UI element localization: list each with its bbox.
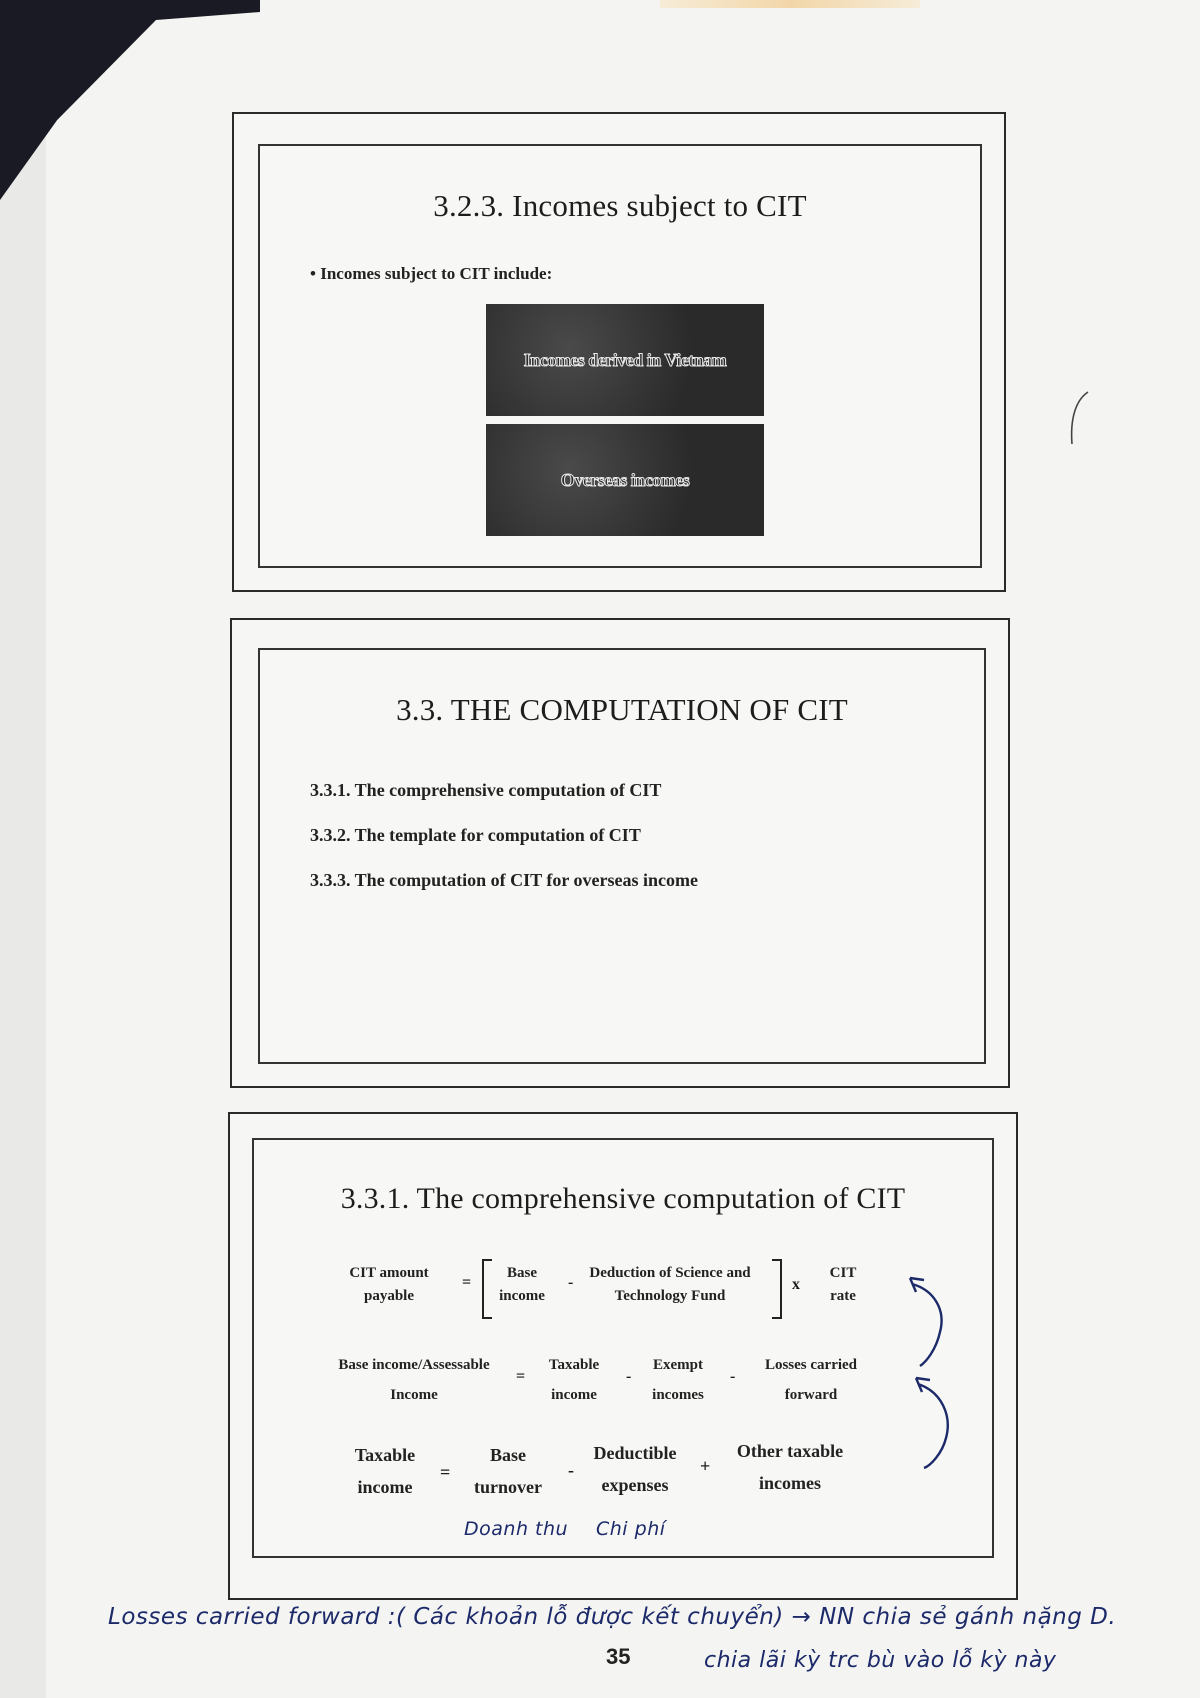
f1-cit-rate: CIT rate xyxy=(829,1265,857,1305)
slide-1-bullet: • Incomes subject to CIT include: xyxy=(310,264,553,283)
f3-plus: + xyxy=(700,1456,711,1476)
f1-equals: = xyxy=(462,1274,472,1291)
margin-mark-icon xyxy=(1060,388,1100,468)
f1-right-bracket xyxy=(770,1258,784,1320)
handwritten-arrows-icon xyxy=(900,1270,980,1470)
f1-times: x xyxy=(792,1276,800,1293)
f1-deduction-fund: Deduction of Science and Technology Fund xyxy=(589,1265,751,1305)
f2-base-income: Base income/Assessable Income xyxy=(338,1357,490,1403)
f3-equals: = xyxy=(440,1462,451,1482)
note-doanh-thu: Doanh thu xyxy=(464,1518,569,1540)
f3-other-taxable: Other taxable incomes xyxy=(736,1441,844,1493)
handwritten-note-line-2: chia lãi kỳ trc bù vào lỗ kỳ này xyxy=(704,1648,1057,1673)
f2-minus-1: - xyxy=(626,1368,632,1385)
f3-base-turnover: Base turnover xyxy=(474,1445,542,1497)
slide-2-frame xyxy=(258,648,986,1064)
f3-deductible-expenses: Deductible expenses xyxy=(593,1443,677,1495)
slide-1-title: 3.2.3. Incomes subject to CIT xyxy=(433,188,807,223)
toc-item-3-3-3: 3.3.3. The computation of CIT for overseas income xyxy=(310,870,698,890)
f2-minus-2: - xyxy=(730,1368,736,1385)
f2-losses-carried: Losses carried forward xyxy=(764,1357,858,1403)
toc-item-3-3-2: 3.3.2. The template for computation of CIT xyxy=(310,825,641,845)
slide-3-title: 3.3.1. The comprehensive computation of CIT xyxy=(340,1182,906,1215)
slide-1 xyxy=(232,112,1006,592)
slide-1-frame xyxy=(258,144,982,568)
f3-minus: - xyxy=(568,1460,574,1480)
f1-base-income: Base income xyxy=(499,1265,545,1305)
slide-3-frame xyxy=(252,1138,994,1558)
f2-exempt-incomes: Exempt incomes xyxy=(652,1357,704,1403)
toc-item-3-3-1: 3.3.1. The comprehensive computation of CIT xyxy=(310,780,662,800)
slide-2 xyxy=(230,618,1010,1088)
income-box-overseas-label: Overseas incomes xyxy=(560,469,690,490)
scan-glow xyxy=(660,0,920,8)
f3-taxable-income: Taxable income xyxy=(354,1445,416,1497)
slide-2-toc xyxy=(310,780,910,900)
slide-2-title: 3.3. THE COMPUTATION OF CIT xyxy=(396,692,848,727)
f2-taxable-income: Taxable income xyxy=(548,1357,600,1403)
f1-minus: - xyxy=(568,1274,574,1291)
f2-equals: = xyxy=(516,1368,526,1385)
income-box-overseas xyxy=(486,424,764,536)
income-box-vietnam xyxy=(486,304,764,416)
f1-cit-amount: CIT amount payable xyxy=(349,1265,429,1305)
note-chi-phi: Chi phí xyxy=(596,1518,666,1540)
page-number: 35 xyxy=(606,1644,631,1669)
handwritten-note-line-1: Losses carried forward :( Các khoản lỗ được kết chuyển) → NN chia sẻ gánh nặng D. xyxy=(108,1604,1117,1630)
income-box-vietnam-label: Incomes derived in Vietnam xyxy=(523,349,727,370)
